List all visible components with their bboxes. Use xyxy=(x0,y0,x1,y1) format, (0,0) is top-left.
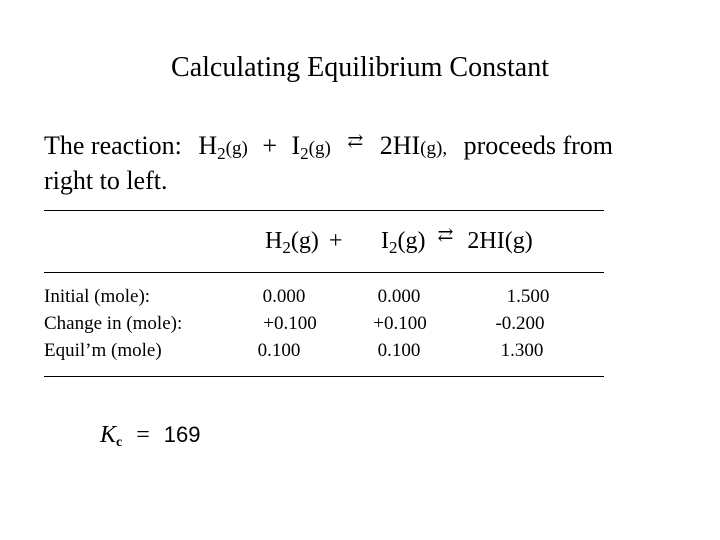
reactant-h2: $H_2(g)$ xyxy=(198,131,248,163)
reaction-intro: The reaction: xyxy=(44,131,182,160)
cell-initial-h2: 0.000 xyxy=(262,286,306,307)
cell-equil-i2: 0.100 xyxy=(377,340,421,361)
row-label-initial: Initial (mole): xyxy=(44,286,151,307)
row-label-change: Change in (mole): xyxy=(44,313,183,334)
cell-equil-h2: 0.100 xyxy=(257,340,301,361)
cell-change-hi: -0.200 xyxy=(495,313,545,334)
product-hi: 2HI(g), xyxy=(379,131,448,160)
equilibrium-arrow-icon: ⇄ xyxy=(347,131,364,152)
cell-initial-hi: 1.500 xyxy=(506,286,550,307)
kc-value: 169 xyxy=(163,422,201,447)
table-top-rule xyxy=(44,210,604,211)
cell-initial-i2: 0.000 xyxy=(377,286,421,307)
table-header-rule xyxy=(44,272,604,273)
header-h2: $H_2(g)$ + xyxy=(265,228,343,257)
reaction-statement xyxy=(44,131,613,161)
table-bottom-rule xyxy=(44,376,604,377)
reactant-i2: $I_2(g)$ xyxy=(291,131,331,163)
cell-change-i2: +0.100 xyxy=(373,313,427,334)
page-title: Calculating Equilibrium Constant xyxy=(171,52,549,83)
cell-change-h2: +0.100 xyxy=(263,313,317,334)
equilibrium-constant: $K_c = 169$ xyxy=(100,422,201,450)
header-i2: $I_2(g)$ ⇄ 2HI(g) xyxy=(381,225,533,257)
cell-equil-hi: 1.300 xyxy=(500,340,544,361)
reaction-statement-line2: right to left. xyxy=(44,166,168,195)
plus-sign: + xyxy=(262,131,277,160)
row-label-equilibrium: Equil’m (mole) xyxy=(44,340,162,361)
header-arrow-icon: ⇄ xyxy=(437,225,454,246)
reaction-tail: proceeds from xyxy=(463,131,614,160)
